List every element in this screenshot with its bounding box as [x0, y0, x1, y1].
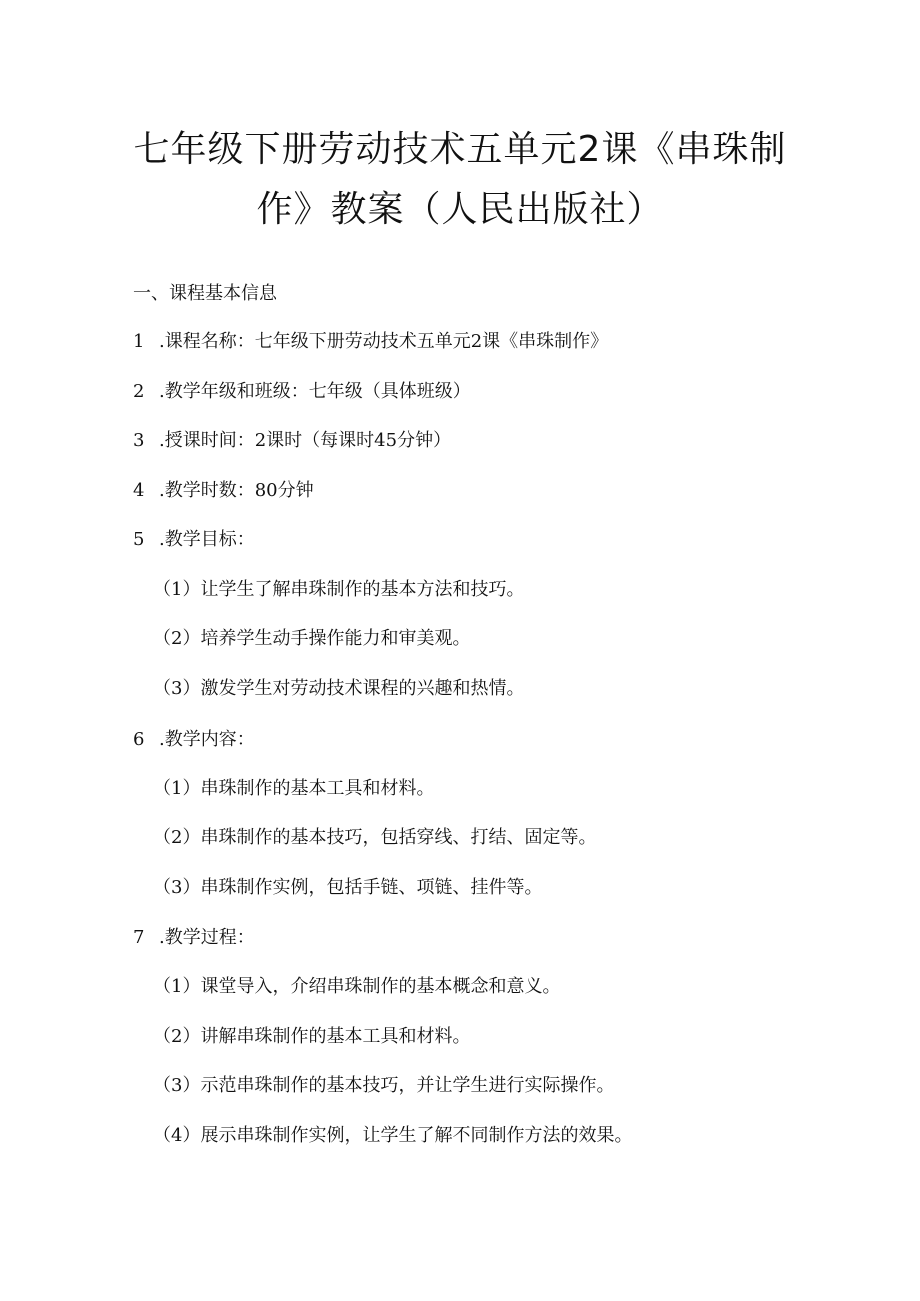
sub-item-content-2: [153, 826, 596, 850]
list-item-teaching-goals: [133, 528, 255, 552]
list-number: 1: [133, 331, 145, 352]
line-text: （3）激发学生对劳动技术课程的兴趣和热情。: [153, 678, 525, 699]
list-item-grade-class: [133, 380, 471, 404]
sub-item-goal-1: [153, 578, 524, 602]
section-heading-basic-info: [133, 282, 277, 306]
list-number: 3: [133, 430, 145, 451]
list-number: 4: [133, 480, 145, 501]
sub-item-process-1: [153, 975, 560, 999]
line-text: （3）串珠制作实例，包括手链、项链、挂件等。: [153, 877, 543, 898]
line-text: （2）讲解串珠制作的基本工具和材料。: [153, 1026, 471, 1047]
line-text: （2）培养学生动手操作能力和审美观。: [153, 628, 471, 649]
list-number: 5: [133, 529, 145, 550]
line-text: .授课时间：2课时（每课时45分钟）: [159, 430, 452, 451]
list-item-teaching-hours: [133, 479, 314, 503]
line-text: （1）串珠制作的基本工具和材料。: [153, 778, 435, 799]
sub-item-process-2: [153, 1025, 470, 1049]
list-item-teaching-process: [133, 926, 255, 950]
line-text: （4）展示串珠制作实例，让学生了解不同制作方法的效果。: [153, 1125, 633, 1146]
line-text: （3）示范串珠制作的基本技巧，并让学生进行实际操作。: [153, 1075, 615, 1096]
line-text: （1）让学生了解串珠制作的基本方法和技巧。: [153, 579, 525, 600]
sub-item-process-4: [153, 1124, 632, 1148]
list-item-course-name: [133, 330, 608, 354]
line-text: （1）课堂导入，介绍串珠制作的基本概念和意义。: [153, 976, 561, 997]
list-number: 7: [133, 927, 145, 948]
line-text: .教学年级和班级：七年级（具体班级）: [159, 381, 471, 402]
document-title-line-2: 作》教案（人民出版社）: [256, 189, 664, 230]
line-text: （2）串珠制作的基本技巧，包括穿线、打结、固定等。: [153, 827, 597, 848]
line-text: .教学目标：: [159, 529, 255, 550]
sub-item-goal-2: [153, 627, 470, 651]
line-text: .教学时数：80分钟: [159, 480, 314, 501]
sub-item-goal-3: [153, 677, 524, 701]
sub-item-process-3: [153, 1074, 614, 1098]
document-title-line-1: 七年级下册劳动技术五单元2课《串珠制: [133, 129, 787, 170]
sub-item-content-1: [153, 777, 434, 801]
list-item-teaching-content: [133, 728, 255, 752]
line-text: .课程名称：七年级下册劳动技术五单元2课《串珠制作》: [159, 331, 609, 352]
line-text: .教学过程：: [159, 927, 255, 948]
sub-item-content-3: [153, 876, 542, 900]
line-text: 一、课程基本信息: [133, 283, 277, 304]
list-number: 6: [133, 729, 145, 750]
line-text: .教学内容：: [159, 729, 255, 750]
list-number: 2: [133, 381, 145, 402]
list-item-class-time: [133, 429, 451, 453]
